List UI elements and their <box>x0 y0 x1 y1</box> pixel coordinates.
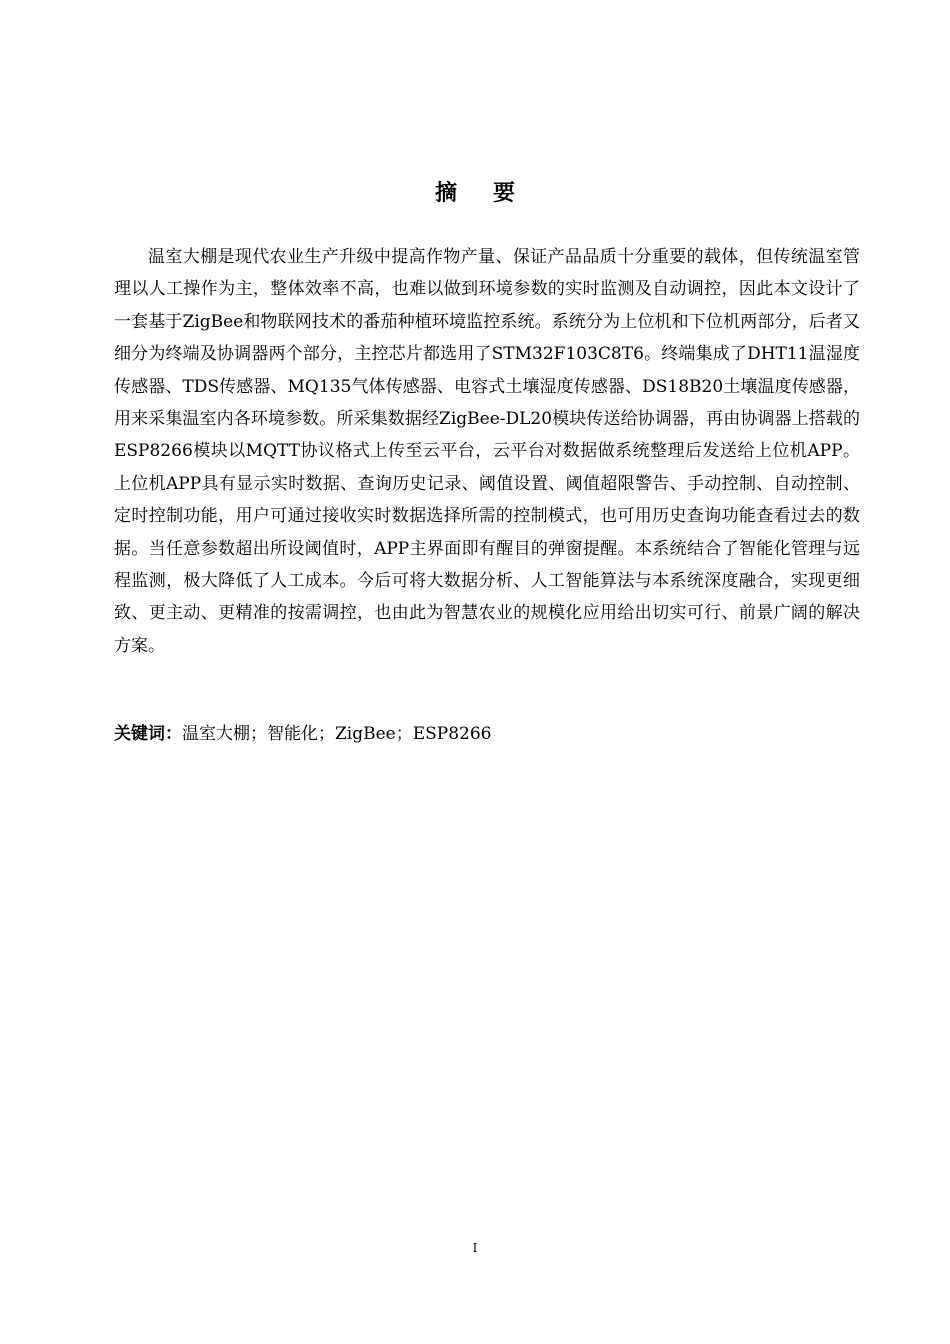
abstract-title: 摘要 <box>434 181 551 206</box>
keywords-text: 温室大棚；智能化；ZigBee；ESP8266 <box>182 724 492 744</box>
abstract-paragraph: 温室大棚是现代农业生产升级中提高作物产量、保证产品品质十分重要的载体，但传统温室管理以人工操作为主，整体效率不高，也难以做到环境参数的实时监测及自动调控，因此本文设计了一套基于ZigBee和物联网技术的番茄种植环境监控系统。系统分为上位机和下位机两部分，后者又细分为终端及协调器两个部分，主控芯片都选用了STM32F103C8T6。终端集成了DHT11温湿度传感器、TDS传感器、MQ135气体传感器、电容式土壤湿度传感器、DS18B20土壤温度传感器，用来采集温室内各环境参数。所采集数据经ZigBee-DL20模块传送给协调器，再由协调器上搭载的ESP8266模块以MQTT协议格式上传至云平台，云平台对数据做系统整理后发送给上位机APP。上位机APP具有显示实时数据、查询历史记录、阈值设置、阈值超限警告、手动控制、自动控制、定时控制功能，用户可通过接收实时数据选择所需的控制模式，也可用历史查询功能查看过去的数据。当任意参数超出所设阈值时，APP主界面即有醒目的弹窗提醒。本系统结合了智能化管理与远程监测，极大降低了人工成本。今后可将大数据分析、人工智能算法与本系统深度融合，实现更细致、更主动、更精准的按需调控，也由此为智慧农业的规模化应用给出切实可行、前景广阔的解决方案。 <box>114 247 860 656</box>
page-number: I <box>472 1241 478 1255</box>
keywords-line <box>114 718 860 750</box>
keywords-label: 关键词： <box>114 724 182 744</box>
